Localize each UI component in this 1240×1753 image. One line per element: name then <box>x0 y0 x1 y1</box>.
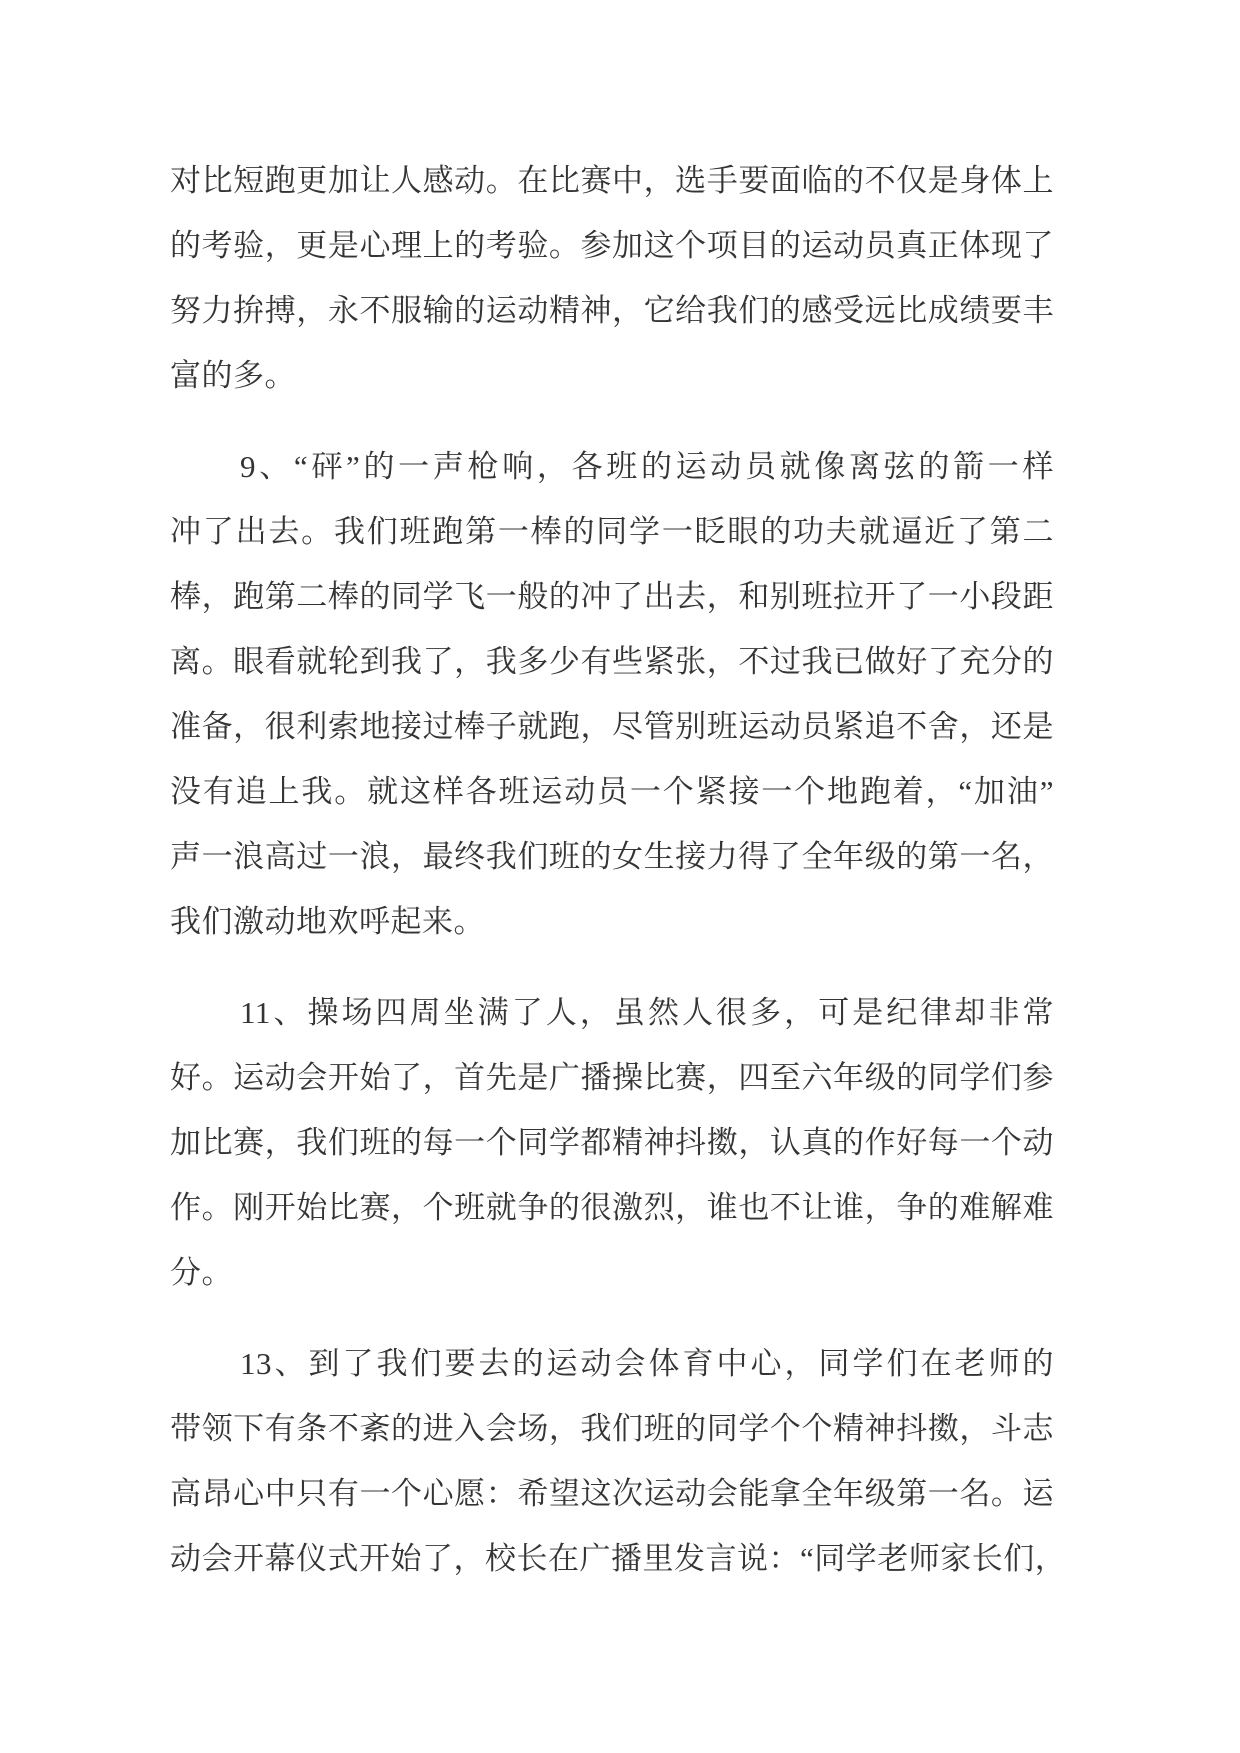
document-body <box>170 148 1067 1617</box>
text-line: 对比短跑更加让人感动。在比赛中，选手要面临的不仅是身体上 <box>170 163 1054 198</box>
text-line: 分。 <box>170 1255 233 1290</box>
paragraph <box>170 1331 1067 1591</box>
text-line: 棒，跑第二棒的同学飞一般的冲了出去，和别班拉开了一小段距 <box>170 579 1054 614</box>
text-line: 带领下有条不紊的进入会场，我们班的同学个个精神抖擞，斗志 <box>170 1411 1054 1446</box>
paragraph <box>170 148 1054 408</box>
text-line: 离。眼看就轮到我了，我多少有些紧张，不过我已做好了充分的 <box>170 644 1054 679</box>
text-line: 准备，很利索地接过棒子就跑，尽管别班运动员紧追不舍，还是 <box>170 709 1054 744</box>
text-line: 11、操场四周坐满了人，虽然人很多，可是纪律却非常 <box>240 995 1054 1030</box>
text-line: 冲了出去。我们班跑第一棒的同学一眨眼的功夫就逼近了第二 <box>170 514 1054 549</box>
text-line: 9、“砰”的一声枪响，各班的运动员就像离弦的箭一样 <box>240 449 1054 484</box>
paragraph <box>170 434 1054 954</box>
text-line: 好。运动会开始了，首先是广播操比赛，四至六年级的同学们参 <box>170 1060 1054 1095</box>
text-line: 声一浪高过一浪，最终我们班的女生接力得了全年级的第一名， <box>170 839 1054 874</box>
text-line: 努力拚搏，永不服输的运动精神，它给我们的感受远比成绩要丰 <box>170 293 1054 328</box>
text-line: 我们激动地欢呼起来。 <box>170 904 485 939</box>
text-line: 作。刚开始比赛，个班就争的很激烈，谁也不让谁，争的难解难 <box>170 1190 1054 1225</box>
text-line: 的考验，更是心理上的考验。参加这个项目的运动员真正体现了 <box>170 228 1054 263</box>
text-line: 加比赛，我们班的每一个同学都精神抖擞，认真的作好每一个动 <box>170 1125 1054 1160</box>
text-line: 没有追上我。就这样各班运动员一个紧接一个地跑着，“加油” <box>170 774 1054 809</box>
text-line: 富的多。 <box>170 358 296 393</box>
paragraph <box>170 980 1054 1305</box>
text-line: 高昂心中只有一个心愿：希望这次运动会能拿全年级第一名。运 <box>170 1476 1054 1511</box>
text-line: 13、到了我们要去的运动会体育中心，同学们在老师的 <box>240 1346 1054 1381</box>
text-line: 动会开幕仪式开始了，校长在广播里发言说：“同学老师家长们， <box>170 1541 1067 1576</box>
